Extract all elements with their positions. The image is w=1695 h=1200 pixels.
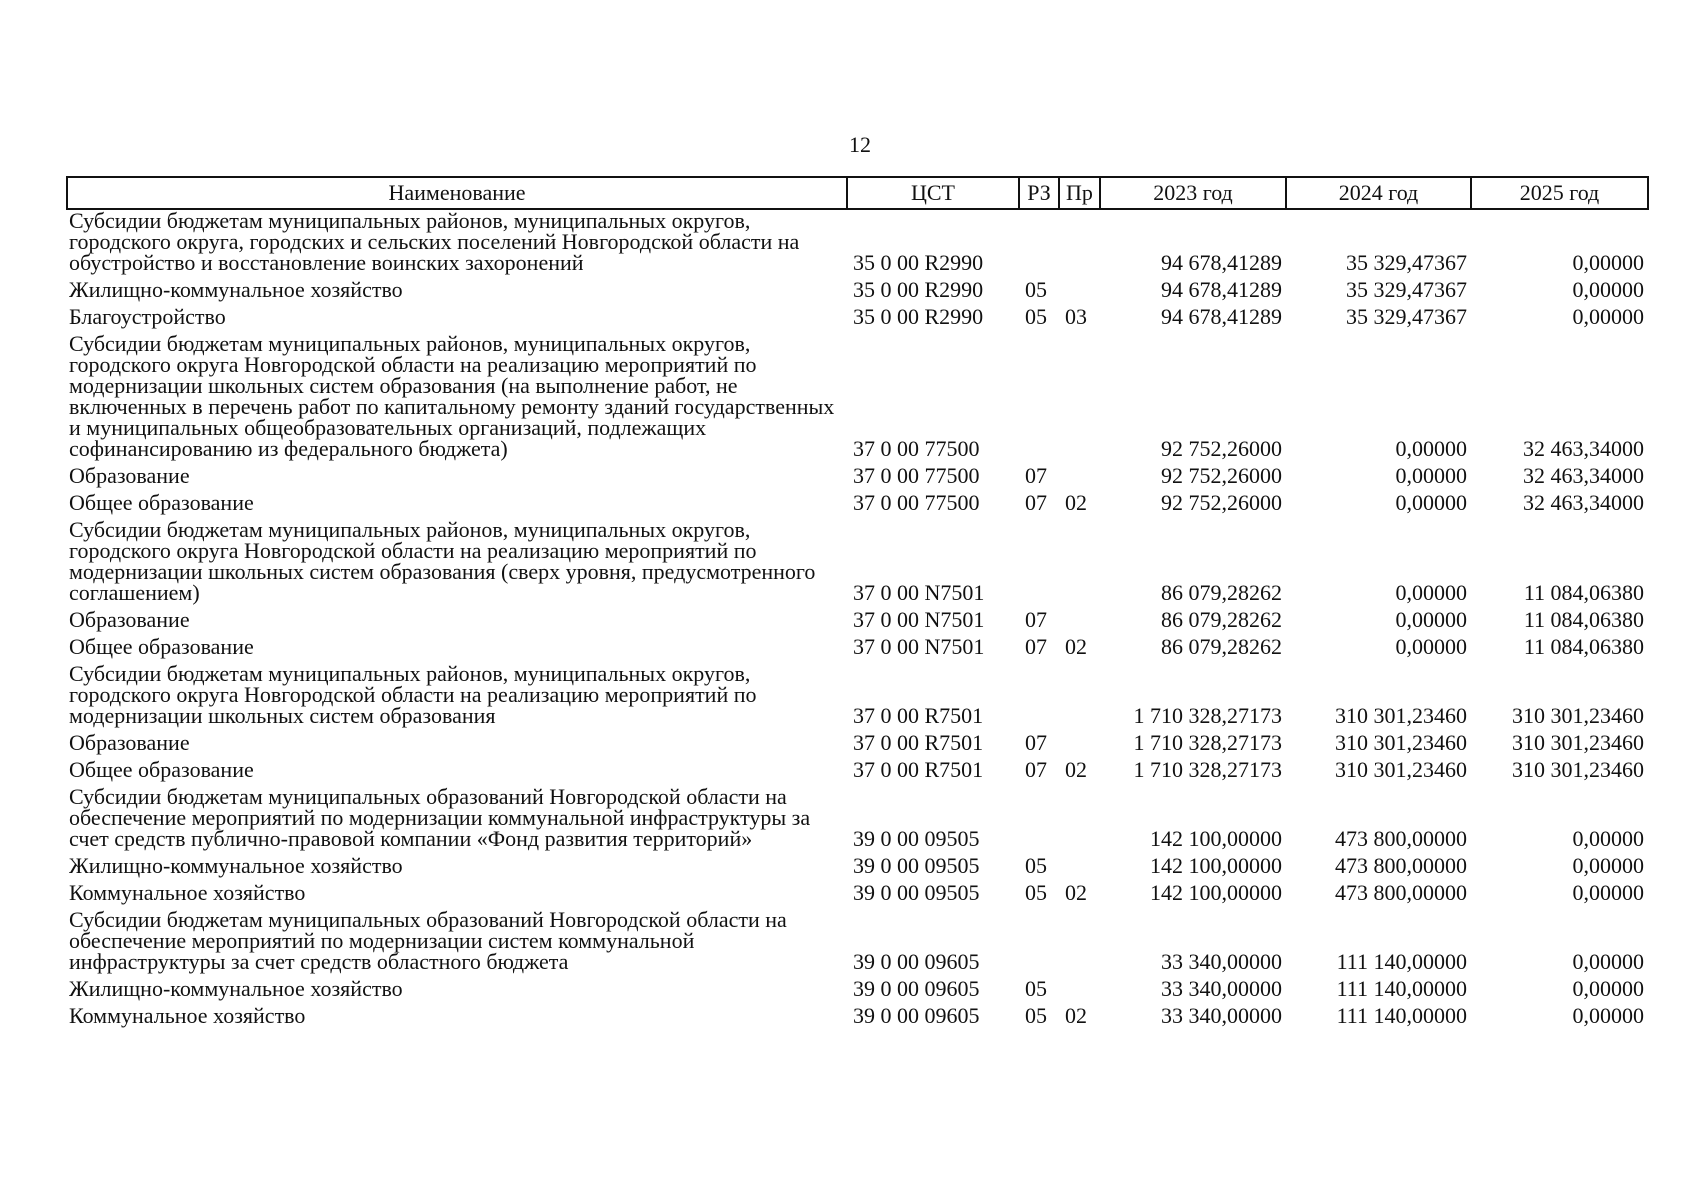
row-2023: 92 752,26000 bbox=[1161, 436, 1282, 461]
header-rz: РЗ bbox=[1019, 177, 1059, 209]
row-pr bbox=[1059, 909, 1100, 978]
row-2024: 0,00000 bbox=[1395, 436, 1467, 461]
row-name: Коммунальное хозяйство bbox=[69, 880, 306, 905]
row-2023: 92 752,26000 bbox=[1161, 463, 1282, 488]
row-2025: 0,00000 bbox=[1572, 1003, 1644, 1028]
table-row bbox=[67, 663, 1648, 732]
row-name: Образование bbox=[69, 463, 190, 488]
row-2023: 1 710 328,27173 bbox=[1133, 703, 1282, 728]
table-row bbox=[67, 609, 1648, 636]
row-name: Общее образование bbox=[69, 757, 254, 782]
row-rz bbox=[1019, 786, 1059, 855]
row-pr: 02 bbox=[1065, 634, 1087, 659]
row-2024: 473 800,00000 bbox=[1335, 826, 1467, 851]
row-2024: 111 140,00000 bbox=[1336, 949, 1467, 974]
row-2023: 86 079,28262 bbox=[1161, 634, 1282, 659]
row-2025: 11 084,06380 bbox=[1523, 634, 1644, 659]
row-rz: 07 bbox=[1025, 757, 1047, 782]
table-row bbox=[67, 492, 1648, 519]
row-name: Коммунальное хозяйство bbox=[69, 1003, 306, 1028]
row-cst: 37 0 00 N7501 bbox=[853, 607, 985, 632]
table-row bbox=[67, 978, 1648, 1005]
row-name: Жилищно-коммунальное хозяйство bbox=[69, 976, 403, 1001]
row-cst: 37 0 00 77500 bbox=[853, 463, 980, 488]
row-2023: 142 100,00000 bbox=[1150, 880, 1282, 905]
row-pr: 02 bbox=[1065, 490, 1087, 515]
row-cst: 39 0 00 09505 bbox=[853, 853, 980, 878]
table-header-row bbox=[67, 177, 1648, 209]
row-name: Субсидии бюджетам муниципальных районов, муниципальных округов, городского округа Новгородской области на реализацию мероприятий по модернизации школьных систем образования (сверх уровня, предусмотренного соглашением) bbox=[69, 517, 816, 605]
row-name: Общее образование bbox=[69, 490, 254, 515]
row-cst: 37 0 00 77500 bbox=[853, 436, 980, 461]
row-2023: 1 710 328,27173 bbox=[1133, 757, 1282, 782]
row-2025: 11 084,06380 bbox=[1523, 580, 1644, 605]
row-cst: 35 0 00 R2990 bbox=[853, 277, 984, 302]
row-cst: 39 0 00 09605 bbox=[853, 1003, 980, 1028]
row-pr bbox=[1059, 333, 1100, 465]
row-2024: 111 140,00000 bbox=[1336, 1003, 1467, 1028]
row-rz: 05 bbox=[1025, 880, 1047, 905]
row-cst: 37 0 00 N7501 bbox=[853, 634, 985, 659]
row-name: Жилищно-коммунальное хозяйство bbox=[69, 853, 403, 878]
row-cst: 37 0 00 N7501 bbox=[853, 580, 985, 605]
row-pr bbox=[1059, 786, 1100, 855]
row-rz bbox=[1019, 909, 1059, 978]
row-2023: 94 678,41289 bbox=[1161, 277, 1282, 302]
row-2023: 92 752,26000 bbox=[1161, 490, 1282, 515]
table-row bbox=[67, 855, 1648, 882]
row-cst: 35 0 00 R2990 bbox=[853, 304, 984, 329]
row-2024: 310 301,23460 bbox=[1335, 730, 1467, 755]
row-rz: 07 bbox=[1025, 607, 1047, 632]
row-cst: 37 0 00 77500 bbox=[853, 490, 980, 515]
budget-table bbox=[66, 176, 1649, 1032]
row-2024: 310 301,23460 bbox=[1335, 757, 1467, 782]
row-pr: 03 bbox=[1065, 304, 1087, 329]
table-row bbox=[67, 519, 1648, 609]
row-2025: 0,00000 bbox=[1572, 826, 1644, 851]
row-rz: 07 bbox=[1025, 463, 1047, 488]
row-2024: 473 800,00000 bbox=[1335, 853, 1467, 878]
row-name: Жилищно-коммунальное хозяйство bbox=[69, 277, 403, 302]
row-2023: 142 100,00000 bbox=[1150, 826, 1282, 851]
table-row bbox=[67, 306, 1648, 333]
row-name: Благоустройство bbox=[69, 304, 226, 329]
table-row bbox=[67, 759, 1648, 786]
row-rz bbox=[1019, 333, 1059, 465]
row-2024: 35 329,47367 bbox=[1346, 277, 1467, 302]
row-2024: 310 301,23460 bbox=[1335, 703, 1467, 728]
row-2025: 310 301,23460 bbox=[1512, 757, 1644, 782]
row-rz: 05 bbox=[1025, 277, 1047, 302]
header-2023: 2023 год bbox=[1100, 177, 1286, 209]
row-pr bbox=[1059, 978, 1100, 1005]
row-2025: 0,00000 bbox=[1572, 277, 1644, 302]
row-pr: 02 bbox=[1065, 1003, 1087, 1028]
table-row bbox=[67, 1005, 1648, 1032]
table-row bbox=[67, 333, 1648, 465]
table-row bbox=[67, 279, 1648, 306]
row-2023: 33 340,00000 bbox=[1161, 1003, 1282, 1028]
row-cst: 39 0 00 09605 bbox=[853, 976, 980, 1001]
row-pr bbox=[1059, 279, 1100, 306]
row-2024: 35 329,47367 bbox=[1346, 304, 1467, 329]
row-2023: 142 100,00000 bbox=[1150, 853, 1282, 878]
row-2024: 0,00000 bbox=[1395, 634, 1467, 659]
row-2024: 0,00000 bbox=[1395, 490, 1467, 515]
row-rz: 05 bbox=[1025, 304, 1047, 329]
table-row bbox=[67, 732, 1648, 759]
row-pr: 02 bbox=[1065, 757, 1087, 782]
row-2023: 33 340,00000 bbox=[1161, 949, 1282, 974]
row-2024: 35 329,47367 bbox=[1346, 250, 1467, 275]
table-body bbox=[67, 209, 1648, 1032]
row-rz bbox=[1019, 663, 1059, 732]
row-name: Образование bbox=[69, 607, 190, 632]
header-2025: 2025 год bbox=[1471, 177, 1648, 209]
header-pr: Пр bbox=[1059, 177, 1100, 209]
row-2023: 86 079,28262 bbox=[1161, 580, 1282, 605]
table-row bbox=[67, 209, 1648, 279]
row-2025: 0,00000 bbox=[1572, 949, 1644, 974]
header-2024: 2024 год bbox=[1286, 177, 1471, 209]
row-2024: 0,00000 bbox=[1395, 580, 1467, 605]
row-name: Субсидии бюджетам муниципальных районов, муниципальных округов, городского округа Новгородской области на реализацию мероприятий по модернизации школьных систем образования bbox=[69, 661, 757, 728]
table-row bbox=[67, 465, 1648, 492]
header-name: Наименование bbox=[67, 177, 847, 209]
row-cst: 37 0 00 R7501 bbox=[853, 703, 984, 728]
row-2025: 11 084,06380 bbox=[1523, 607, 1644, 632]
row-pr bbox=[1059, 519, 1100, 609]
row-name: Субсидии бюджетам муниципальных образований Новгородской области на обеспечение мероприятий по модернизации коммунальной инфраструктуры за счет средств публично-правовой компании «Фонд развития территорий» bbox=[69, 784, 811, 851]
row-cst: 39 0 00 09605 bbox=[853, 949, 980, 974]
row-rz: 07 bbox=[1025, 490, 1047, 515]
row-2025: 32 463,34000 bbox=[1523, 490, 1644, 515]
row-2025: 310 301,23460 bbox=[1512, 703, 1644, 728]
row-pr bbox=[1059, 609, 1100, 636]
row-pr bbox=[1059, 732, 1100, 759]
row-rz: 05 bbox=[1025, 976, 1047, 1001]
table-row bbox=[67, 909, 1648, 978]
row-2024: 473 800,00000 bbox=[1335, 880, 1467, 905]
row-2024: 111 140,00000 bbox=[1336, 976, 1467, 1001]
row-2025: 32 463,34000 bbox=[1523, 436, 1644, 461]
row-2025: 32 463,34000 bbox=[1523, 463, 1644, 488]
row-cst: 35 0 00 R2990 bbox=[853, 250, 984, 275]
row-cst: 37 0 00 R7501 bbox=[853, 757, 984, 782]
row-pr bbox=[1059, 855, 1100, 882]
row-rz bbox=[1019, 519, 1059, 609]
row-rz: 07 bbox=[1025, 730, 1047, 755]
row-pr: 02 bbox=[1065, 880, 1087, 905]
row-2024: 0,00000 bbox=[1395, 607, 1467, 632]
row-name: Субсидии бюджетам муниципальных образований Новгородской области на обеспечение мероприятий по модернизации систем коммунальной инфраструктуры за счет средств областного бюджета bbox=[69, 907, 787, 974]
row-name: Образование bbox=[69, 730, 190, 755]
row-2025: 0,00000 bbox=[1572, 976, 1644, 1001]
row-pr bbox=[1059, 663, 1100, 732]
row-2023: 33 340,00000 bbox=[1161, 976, 1282, 1001]
table-row bbox=[67, 882, 1648, 909]
row-2024: 0,00000 bbox=[1395, 463, 1467, 488]
row-rz bbox=[1019, 209, 1059, 279]
row-2025: 0,00000 bbox=[1572, 304, 1644, 329]
row-name: Субсидии бюджетам муниципальных районов, муниципальных округов, городского округа Новгородской области на реализацию мероприятий по модернизации школьных систем образования (на выполнение работ, не включенных в перечень работ по капитальному ремонту зданий государственных и муниципальных общеобразовательных организаций, подлежащих софинансированию из федерального бюджета) bbox=[69, 331, 835, 461]
row-2023: 1 710 328,27173 bbox=[1133, 730, 1282, 755]
row-rz: 07 bbox=[1025, 634, 1047, 659]
row-name: Общее образование bbox=[69, 634, 254, 659]
row-2023: 94 678,41289 bbox=[1161, 304, 1282, 329]
row-2025: 310 301,23460 bbox=[1512, 730, 1644, 755]
page-number: 12 bbox=[849, 132, 871, 157]
row-cst: 39 0 00 09505 bbox=[853, 826, 980, 851]
row-2023: 94 678,41289 bbox=[1161, 250, 1282, 275]
row-2025: 0,00000 bbox=[1572, 880, 1644, 905]
row-pr bbox=[1059, 465, 1100, 492]
header-cst: ЦСТ bbox=[847, 177, 1019, 209]
row-pr bbox=[1059, 209, 1100, 279]
row-2023: 86 079,28262 bbox=[1161, 607, 1282, 632]
row-rz: 05 bbox=[1025, 853, 1047, 878]
row-2025: 0,00000 bbox=[1572, 250, 1644, 275]
row-cst: 37 0 00 R7501 bbox=[853, 730, 984, 755]
row-name: Субсидии бюджетам муниципальных районов, муниципальных округов, городского округа, городских и сельских поселений Новгородской области на обустройство и восстановление воинских захоронений bbox=[69, 208, 800, 275]
row-2025: 0,00000 bbox=[1572, 853, 1644, 878]
row-rz: 05 bbox=[1025, 1003, 1047, 1028]
table-row bbox=[67, 636, 1648, 663]
table-row bbox=[67, 786, 1648, 855]
row-cst: 39 0 00 09505 bbox=[853, 880, 980, 905]
